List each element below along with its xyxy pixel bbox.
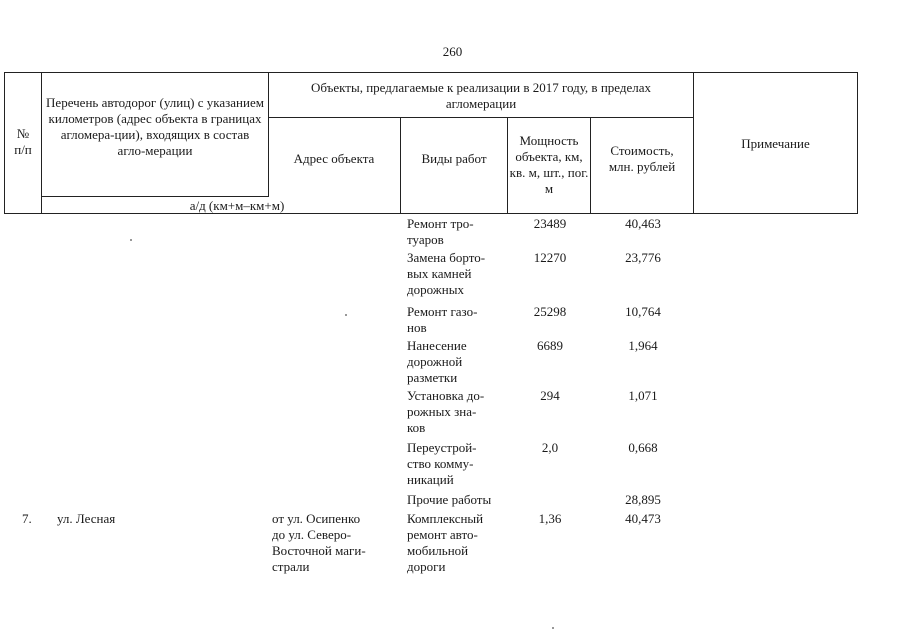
work-type: Комплексный ремонт авто- мобильной дороги [407,511,484,574]
cost-value: 40,473 [625,511,661,526]
header-capacity: Мощность объекта, км, кв. м, шт., пог. м [509,133,589,196]
cost-value: 10,764 [625,304,661,319]
cost-value: 40,463 [625,216,661,231]
header-cost: Стоимость, млн. рублей [608,143,676,174]
work-type: Замена борто- вых камней дорожных [407,250,486,297]
scan-speck [552,627,554,629]
page-number: 260 [442,44,463,59]
cost-value: 23,776 [625,250,661,265]
header-address: Адрес объекта [293,151,375,166]
cost-value: 1,964 [628,338,658,353]
capacity-value: 23489 [533,216,567,231]
group-underline [268,117,694,118]
header-note: Примечание [741,136,810,151]
header-work: Виды работ [421,151,487,166]
col-divider-5 [590,117,591,214]
road-name: ул. Лесная [57,511,116,526]
work-type: Ремонт газо- нов [407,304,478,335]
cost-value: 28,895 [625,492,661,507]
header-roads-sub: а/д (км+м–км+м) [189,198,285,213]
work-type: Нанесение дорожной разметки [407,338,467,385]
scan-speck [130,239,132,241]
object-address: от ул. Осипенко до ул. Северо- Восточной маги- страли [272,511,366,574]
work-type: Ремонт тро- туаров [407,216,474,247]
row-number: 7. [22,511,32,526]
subheader-line [41,196,269,197]
table-border-top [4,72,858,73]
work-type: Установка до- рожных зна- ков [407,388,485,435]
header-group-title: Объекты, предлагаемые к реализации в 2017 году, в пределах агломерации [310,80,652,111]
col-divider-1 [41,72,42,214]
capacity-value: 25298 [533,304,567,319]
cost-value: 0,668 [628,440,658,455]
capacity-value: 294 [540,388,560,403]
header-roads: Перечень автодорог (улиц) с указанием километров (адрес объекта в границах агломера-ции), входящих в состав агло-мерации [46,95,264,158]
capacity-value: 12270 [533,250,567,265]
capacity-value: 1,36 [538,511,562,526]
header-number: № п/п [14,126,32,157]
capacity-value: 6689 [537,338,563,353]
capacity-value: 2,0 [541,440,559,455]
work-type: Переустрой- ство комму- никаций [407,440,477,487]
scan-speck [345,314,347,316]
cost-value: 1,071 [628,388,658,403]
work-type: Прочие работы [407,492,492,507]
table-border-right [857,72,858,214]
col-divider-2 [268,72,269,196]
